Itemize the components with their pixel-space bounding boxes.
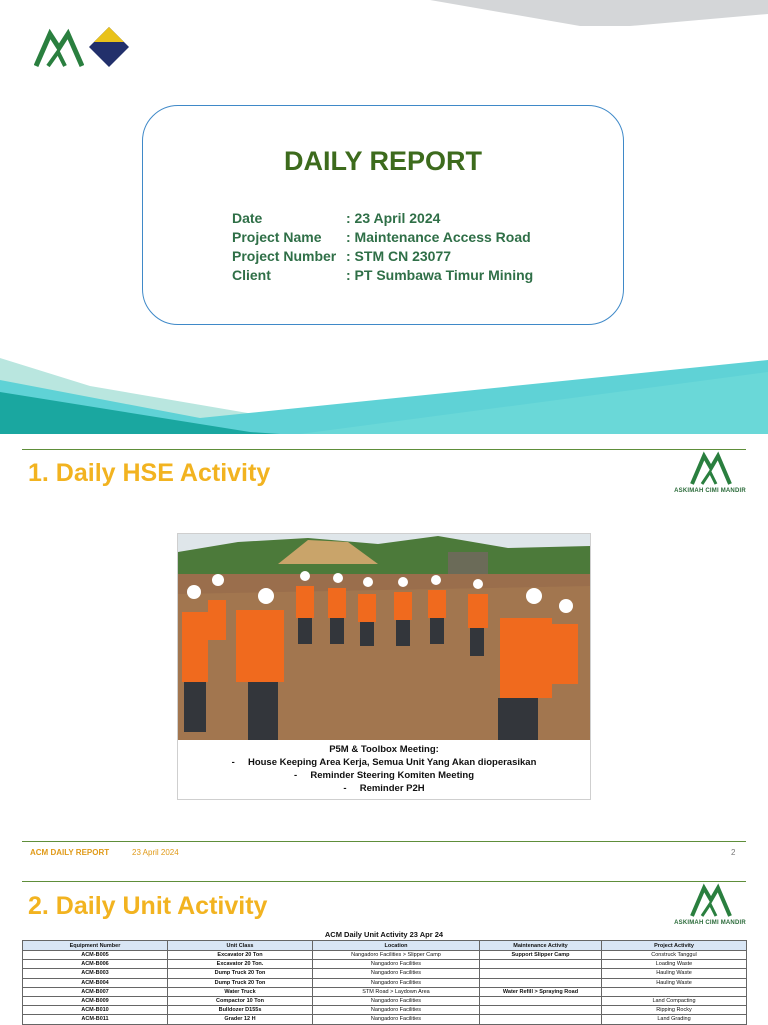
table-row (23, 1015, 747, 1024)
table-row (23, 996, 747, 1005)
location: Nangadoro Facilities (313, 996, 480, 1005)
table-header-row (23, 941, 747, 951)
info-row-date (232, 210, 632, 229)
equipment-number: ACM-B006 (23, 960, 168, 969)
equipment-number: ACM-B007 (23, 987, 168, 996)
maintenance-activity (480, 960, 602, 969)
info-value: : PT Sumbawa Timur Mining (346, 267, 534, 283)
info-value: : STM CN 23077 (346, 248, 452, 264)
maintenance-activity (480, 1006, 602, 1015)
footer-divider (22, 841, 746, 842)
caption-line: - House Keeping Area Kerja, Semua Unit Yang Akan dioperasikan (231, 757, 537, 768)
info-row-client (232, 267, 632, 286)
footer-brand: ACM DAILY REPORT (30, 848, 110, 857)
column-header: Unit Class (168, 941, 313, 951)
unit-activity-heading: 2. Daily Unit Activity (28, 892, 268, 920)
column-header: Location (313, 941, 480, 951)
unit-class: Bulldozer D155s (168, 1006, 313, 1015)
acm-logo-icon (672, 450, 748, 488)
divider (22, 881, 746, 882)
equipment-number: ACM-B005 (23, 951, 168, 960)
project-activity: Hauling Waste (602, 978, 747, 987)
info-row-project-name (232, 229, 632, 248)
unit-class: Dump Truck 20 Ton (168, 978, 313, 987)
unit-class: Water Truck (168, 987, 313, 996)
logo-caption: ASKIMAH CIMI MANDIR (674, 488, 746, 494)
equipment-number: ACM-B011 (23, 1015, 168, 1024)
table-row (23, 969, 747, 978)
equipment-number: ACM-B003 (23, 969, 168, 978)
info-label: Project Number (232, 248, 337, 264)
footer-date: 23 April 2024 (132, 848, 179, 857)
location: Nangadoro Facilities (313, 1015, 480, 1024)
diamond-logo-icon (88, 26, 130, 68)
column-header: Project Activity (602, 941, 747, 951)
info-label: Date (232, 210, 263, 226)
project-activity: Construck Tanggul (602, 951, 747, 960)
info-label: Client (232, 267, 271, 283)
equipment-number: ACM-B009 (23, 996, 168, 1005)
location: Nangadoro Facilities (313, 969, 480, 978)
equipment-number: ACM-B010 (23, 1006, 168, 1015)
info-row-project-number (232, 248, 632, 267)
maintenance-activity: Support Slipper Camp (480, 951, 602, 960)
table-row (23, 1006, 747, 1015)
toolbox-meeting-photo (178, 534, 590, 740)
unit-class: Grader 12 H (168, 1015, 313, 1024)
caption-line: - Reminder P2H (343, 783, 425, 794)
unit-class: Excavator 20 Ton. (168, 960, 313, 969)
acm-logo-small (672, 882, 748, 930)
acm-logo (34, 26, 84, 70)
hse-heading: 1. Daily HSE Activity (28, 459, 271, 487)
maintenance-activity (480, 978, 602, 987)
acm-logo-icon (672, 882, 748, 920)
table-row (23, 987, 747, 996)
info-value: : 23 April 2024 (346, 210, 441, 226)
top-decorative-band (430, 0, 768, 26)
acm-logo-small (672, 450, 748, 498)
unit-class: Compactor 10 Ton (168, 996, 313, 1005)
maintenance-activity: Water Refill > Spraying Road (480, 987, 602, 996)
table-row (23, 978, 747, 987)
teal-wave-decoration (0, 358, 768, 434)
unit-class: Dump Truck 20 Ton (168, 969, 313, 978)
project-activity: Loading Waste (602, 960, 747, 969)
equipment-number: ACM-B004 (23, 978, 168, 987)
column-header: Equipment Number (23, 941, 168, 951)
project-activity (602, 987, 747, 996)
project-activity: Hauling Waste (602, 969, 747, 978)
logo-caption: ASKIMAH CIMI MANDIR (674, 920, 746, 926)
table-row (23, 951, 747, 960)
divider (22, 449, 746, 450)
unit-class: Excavator 20 Ton (168, 951, 313, 960)
project-activity: Land Compacting (602, 996, 747, 1005)
maintenance-activity (480, 969, 602, 978)
unit-activity-table (22, 940, 747, 1025)
location: Nangadoro Facilities (313, 960, 480, 969)
project-activity: Land Grading (602, 1015, 747, 1024)
report-title: DAILY REPORT (283, 146, 483, 176)
page-number: 2 (731, 848, 736, 857)
column-header: Maintenance Activity (480, 941, 602, 951)
project-activity: Ripping Rocky (602, 1006, 747, 1015)
info-value: : Maintenance Access Road (346, 229, 531, 245)
caption-line: - Reminder Steering Komiten Meeting (294, 770, 474, 781)
info-label: Project Name (232, 229, 322, 245)
location: Nangadoro Facilities > Slipper Camp (313, 951, 480, 960)
maintenance-activity (480, 996, 602, 1005)
table-title: ACM Daily Unit Activity 23 Apr 24 (324, 930, 444, 939)
maintenance-activity (480, 1015, 602, 1024)
location: Nangadoro Facilities (313, 978, 480, 987)
table-row (23, 960, 747, 969)
caption-line: P5M & Toolbox Meeting: (329, 744, 439, 755)
location: STM Road > Laydown Area (313, 987, 480, 996)
location: Nangadoro Facilities (313, 1006, 480, 1015)
